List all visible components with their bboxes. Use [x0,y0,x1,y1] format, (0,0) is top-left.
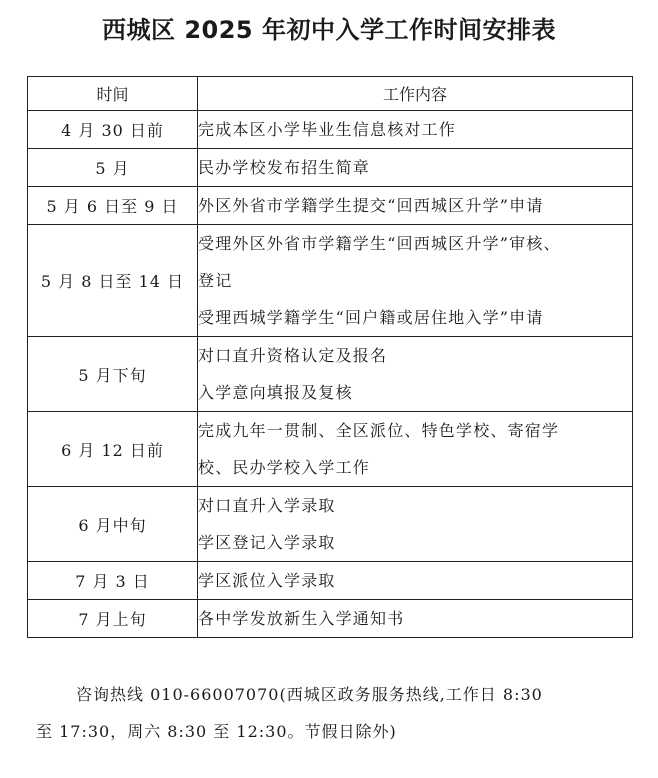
row-time: 7 月上旬 [28,600,198,638]
row-time: 7 月 3 日 [28,562,198,600]
work-item: 受理外区外省市学籍学生“回西城区升学”审核、 [198,234,561,253]
table-row [28,111,633,149]
row-work-content [198,225,633,337]
hotline-line-2: 至 17:30，周六 8:30 至 12:30。节假日除外) [36,722,397,741]
work-item: 外区外省市学籍学生提交“回西城区升学”申请 [198,196,544,215]
table-header-row [28,77,633,111]
work-item: 对口直升入学录取 [198,496,336,515]
row-work-content [198,600,633,638]
hotline-line-1: 咨询热线 010-66007070(西城区政务服务热线,工作日 8:30 [76,685,543,704]
table-row [28,187,633,225]
schedule-table [27,76,633,638]
table-row [28,337,633,412]
work-item: 学区派位入学录取 [198,571,336,590]
work-item: 完成本区小学毕业生信息核对工作 [198,120,457,139]
work-item: 受理西城学籍学生“回户籍或居住地入学”申请 [198,308,544,327]
row-work-content [198,562,633,600]
work-item: 校、民办学校入学工作 [198,458,371,477]
page-title: 西城区 2025 年初中入学工作时间安排表 [101,16,556,44]
work-item: 入学意向填报及复核 [198,383,353,402]
row-time: 5 月 [28,149,198,187]
work-item: 学区登记入学录取 [198,533,336,552]
row-time: 5 月 8 日至 14 日 [28,225,198,337]
row-time: 5 月 6 日至 9 日 [28,187,198,225]
row-time: 5 月下旬 [28,337,198,412]
work-item: 民办学校发布招生简章 [198,158,371,177]
work-item: 完成九年一贯制、全区派位、特色学校、寄宿学 [198,421,560,440]
row-time: 4 月 30 日前 [28,111,198,149]
table-row [28,149,633,187]
table-row [28,412,633,487]
row-work-content [198,149,633,187]
table-row [28,562,633,600]
table-row [28,600,633,638]
table-row [28,487,633,562]
row-work-content [198,337,633,412]
work-item: 各中学发放新生入学通知书 [198,609,405,628]
row-work-content [198,187,633,225]
row-work-content [198,412,633,487]
header-work-content: 工作内容 [198,77,633,111]
work-item: 登记 [198,271,233,290]
row-work-content [198,487,633,562]
hotline-note [36,676,632,750]
header-time: 时间 [28,77,198,111]
row-work-content [198,111,633,149]
table-row [28,225,633,337]
row-time: 6 月中旬 [28,487,198,562]
work-item: 对口直升资格认定及报名 [198,346,388,365]
row-time: 6 月 12 日前 [28,412,198,487]
